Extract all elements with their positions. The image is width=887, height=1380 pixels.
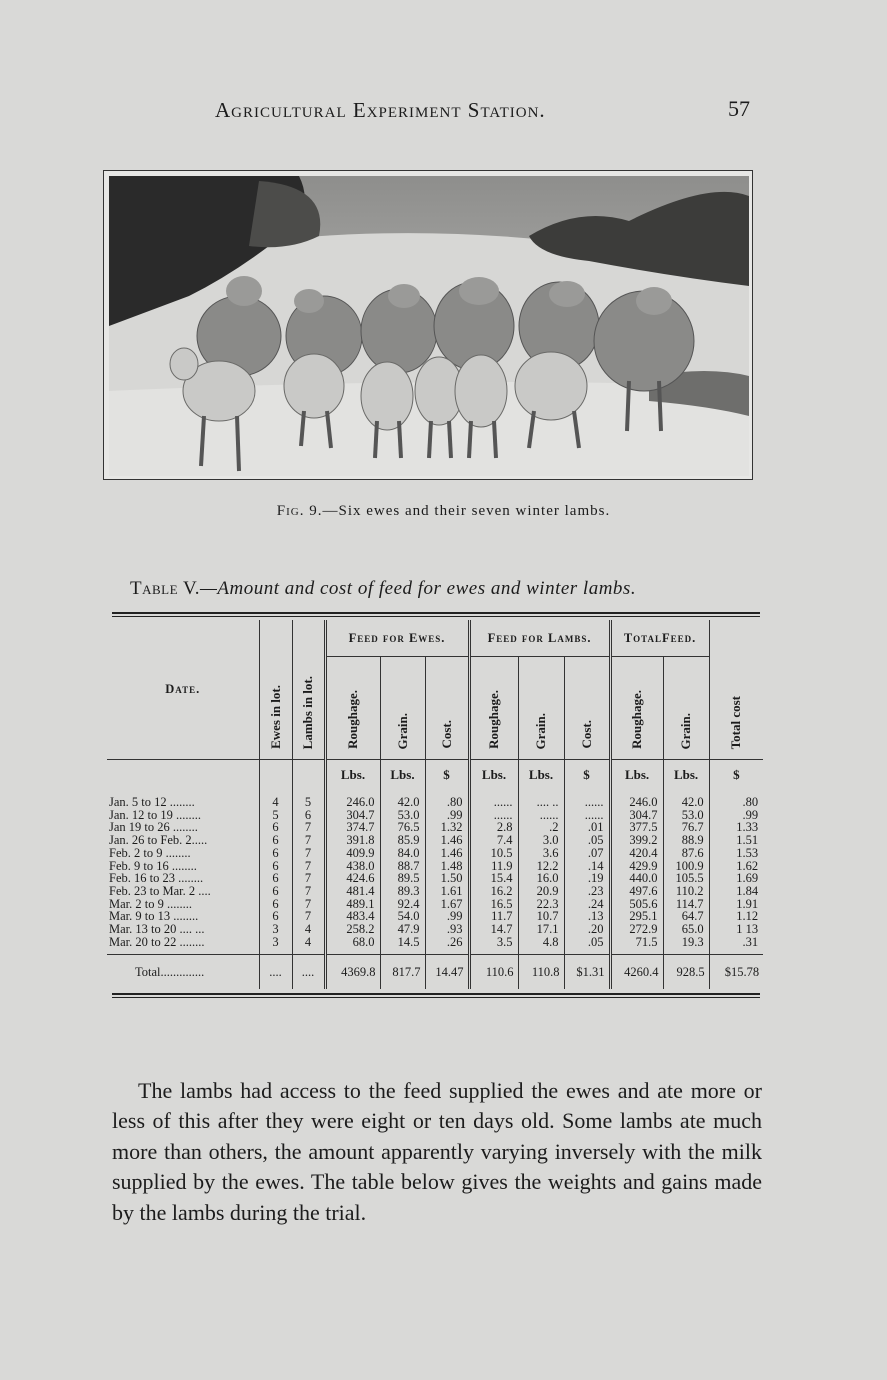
row-value-cell: 88.7 [380,860,425,873]
table-units-row [107,760,763,791]
row-value-cell: 6 [259,847,292,860]
row-value-cell: 7 [292,898,325,911]
group-header-lambs: Feed for Lambs. [469,620,610,657]
table-top-rule [112,612,760,614]
row-date-cell: Mar. 9 to 13 ........ [109,909,199,924]
row-date-cell: Feb. 23 to Mar. 2 .... [109,883,211,898]
row-value-cell: 105.5 [663,872,709,885]
row-value-cell: 68.0 [325,936,380,949]
table-row [107,898,763,911]
row-value-cell: 1.51 [709,834,763,847]
row-value-cell: 1.69 [709,872,763,885]
row-value-cell: 65.0 [663,923,709,936]
row-value-cell: 1.33 [709,821,763,834]
table-row [107,847,763,860]
page-number: 57 [728,96,750,121]
row-value-cell: 85.9 [380,834,425,847]
unit-cell: $ [425,760,469,791]
row-date-cell: Mar. 20 to 22 ........ [109,934,205,949]
running-head: Agricultural Experiment Station. [215,98,546,122]
row-value-cell: 1.46 [425,834,469,847]
row-value-cell: 1.61 [425,885,469,898]
row-value-cell: 440.0 [610,872,663,885]
row-value-cell: 424.6 [325,872,380,885]
row-value-cell: 14.7 [469,923,518,936]
row-date-cell: Jan. 12 to 19 ........ [109,807,202,822]
unit-cell: Lbs. [518,760,564,791]
row-value-cell: 409.9 [325,847,380,860]
row-date-cell: Jan. 5 to 12 ........ [109,795,195,809]
total-cell: 928.5 [663,955,709,990]
row-value-cell: 1 13 [709,923,763,936]
row-value-cell: 1.46 [425,847,469,860]
row-value-cell: .24 [564,898,610,911]
row-value-cell: 10.7 [518,910,564,923]
row-value-cell: .93 [425,923,469,936]
row-value-cell: .23 [564,885,610,898]
row-value-cell: 92.4 [380,898,425,911]
row-value-cell: 114.7 [663,898,709,911]
figure-caption [0,503,887,520]
row-value-cell: .14 [564,860,610,873]
row-value-cell: 399.2 [610,834,663,847]
row-value-cell: 6 [259,860,292,873]
col-header-total-cost-text: Total cost [728,695,744,749]
body-paragraph: The lambs had access to the feed supplied the ewes and ate more or less of this after they were eight or ten days old. Some lambs ate much more than others, the amount apparently varying inversely with the milk supplied by the ewes. The table below gives the weights and gains made by the lambs during the trial. [112,1078,762,1225]
total-cell: 14.47 [425,955,469,990]
row-value-cell: 1.53 [709,847,763,860]
col-header-date: Date. [107,620,259,760]
unit-cell: $ [564,760,610,791]
table-group-header-row [107,620,763,657]
row-value-cell: 429.9 [610,860,663,873]
row-value-cell: 22.3 [518,898,564,911]
row-date-cell: Feb. 2 to 9 ........ [109,845,191,860]
col-header-lambs-roughage [469,657,518,760]
row-value-cell: 84.0 [380,847,425,860]
row-value-cell: 87.6 [663,847,709,860]
row-value-cell: 53.0 [663,809,709,822]
row-value-cell: 16.2 [469,885,518,898]
row-value-cell: .99 [709,809,763,822]
table-title-text: —Amount and cost of feed for ewes and winter lambs. [199,578,637,599]
row-value-cell: 246.0 [325,796,380,809]
table-row [107,860,763,873]
row-value-cell: 12.2 [518,860,564,873]
col-header-total-roughage-text: Roughage. [629,690,645,749]
row-value-cell: .26 [425,936,469,949]
row-value-cell: 505.6 [610,898,663,911]
table-row [107,796,763,809]
total-label: Total.............. [107,955,259,990]
row-value-cell: 6 [292,809,325,822]
row-value-cell: 6 [259,821,292,834]
col-header-ewes-grain [380,657,425,760]
row-value-cell: 489.1 [325,898,380,911]
row-value-cell: 4 [259,796,292,809]
row-date-cell: Jan. 26 to Feb. 2..... [109,833,208,848]
row-value-cell: 1.84 [709,885,763,898]
col-header-ewes-in-lot [259,620,292,760]
row-value-cell: 3 [259,936,292,949]
row-value-cell: 4 [292,936,325,949]
unit-cell: Lbs. [325,760,380,791]
row-value-cell: 42.0 [380,796,425,809]
row-value-cell: 16.5 [469,898,518,911]
row-value-cell: 6 [259,834,292,847]
table-row [107,923,763,936]
row-value-cell: .01 [564,821,610,834]
row-value-cell: 481.4 [325,885,380,898]
row-date-cell: Feb. 16 to 23 ........ [109,871,204,886]
row-value-cell: 1.50 [425,872,469,885]
table-bottom-rule [112,993,760,995]
row-value-cell: .05 [564,834,610,847]
row-value-cell: 5 [259,809,292,822]
col-header-ewes-grain-text: Grain. [394,712,410,749]
row-value-cell: 7.4 [469,834,518,847]
figure-caption-label: Fig. 9. [276,503,323,519]
row-value-cell: 6 [259,872,292,885]
row-value-cell: 11.9 [469,860,518,873]
row-value-cell: .20 [564,923,610,936]
row-value-cell: 4 [292,923,325,936]
row-value-cell: 15.4 [469,872,518,885]
table-total-row [107,955,763,990]
total-cell: 4369.8 [325,955,380,990]
row-value-cell: .07 [564,847,610,860]
row-value-cell: .19 [564,872,610,885]
row-value-cell: 1.48 [425,860,469,873]
row-value-cell: 5 [292,796,325,809]
unit-cell: Lbs. [469,760,518,791]
row-value-cell: 7 [292,885,325,898]
row-value-cell: 100.9 [663,860,709,873]
row-value-cell: .05 [564,936,610,949]
row-value-cell: 7 [292,834,325,847]
row-value-cell: ...... [564,809,610,822]
table-title [130,578,636,600]
table-row [107,885,763,898]
row-value-cell: 497.6 [610,885,663,898]
total-cell: $15.78 [709,955,763,990]
table-row [107,834,763,847]
total-cell: .... [292,955,325,990]
col-header-ewes-roughage-text: Roughage. [345,690,360,749]
figure-caption-text: —Six ewes and their seven winter lambs. [322,503,611,519]
table-row [107,910,763,923]
row-value-cell: 3.0 [518,834,564,847]
row-value-cell: 6 [259,885,292,898]
row-value-cell: 6 [259,898,292,911]
row-date-cell: Mar. 13 to 20 .... ... [109,922,205,937]
sheep-photograph [103,170,753,480]
row-value-cell: 4.8 [518,936,564,949]
row-value-cell: 438.0 [325,860,380,873]
row-value-cell: 304.7 [610,809,663,822]
row-date-cell: Jan 19 to 26 ........ [109,820,198,835]
row-value-cell: 20.9 [518,885,564,898]
row-value-cell: .80 [425,796,469,809]
row-value-cell: 71.5 [610,936,663,949]
row-value-cell: 258.2 [325,923,380,936]
total-cell: $1.31 [564,955,610,990]
row-value-cell: 1.12 [709,910,763,923]
col-header-lambs-in-lot [292,620,325,760]
total-cell: 110.6 [469,955,518,990]
row-value-cell: 11.7 [469,910,518,923]
row-value-cell: ...... [518,809,564,822]
table-bottom-rule-thin [112,997,760,998]
col-header-total-grain-text: Grain. [678,712,694,749]
row-value-cell: .... .. [518,796,564,809]
row-value-cell: 2.8 [469,821,518,834]
col-header-lambs-roughage-text: Roughage. [486,690,502,749]
col-header-ewes-roughage [325,657,380,760]
col-header-total-grain [663,657,709,760]
table-row [107,809,763,822]
row-value-cell: 7 [292,860,325,873]
col-header-total-roughage [610,657,663,760]
row-value-cell: ...... [469,796,518,809]
row-value-cell: 3.6 [518,847,564,860]
row-value-cell: 53.0 [380,809,425,822]
row-value-cell: .80 [709,796,763,809]
col-header-ewes-cost [425,657,469,760]
row-value-cell: 17.1 [518,923,564,936]
row-value-cell: 7 [292,872,325,885]
row-value-cell: 1.62 [709,860,763,873]
row-value-cell: 54.0 [380,910,425,923]
col-header-lambs-cost [564,657,610,760]
row-date-cell: Feb. 9 to 16 ........ [109,858,197,873]
row-value-cell: 89.3 [380,885,425,898]
row-value-cell: 246.0 [610,796,663,809]
row-value-cell: .2 [518,821,564,834]
group-header-ewes: Feed for Ewes. [325,620,469,657]
row-date-cell: Mar. 2 to 9 ........ [109,896,192,911]
unit-cell: $ [709,760,763,791]
row-value-cell: 420.4 [610,847,663,860]
row-value-cell: 64.7 [663,910,709,923]
row-value-cell: .13 [564,910,610,923]
total-cell: .... [259,955,292,990]
total-cell: 110.8 [518,955,564,990]
row-value-cell: 374.7 [325,821,380,834]
row-value-cell: 10.5 [469,847,518,860]
col-header-lambs-grain-text: Grain. [533,712,549,749]
row-value-cell: 16.0 [518,872,564,885]
row-value-cell: .99 [425,910,469,923]
row-value-cell: 89.5 [380,872,425,885]
row-value-cell: 7 [292,847,325,860]
unit-cell: Lbs. [663,760,709,791]
row-value-cell: 88.9 [663,834,709,847]
row-value-cell: 3 [259,923,292,936]
row-value-cell: 1.67 [425,898,469,911]
row-value-cell: 1.32 [425,821,469,834]
sheep-photo-illustration [109,176,749,476]
row-value-cell: .31 [709,936,763,949]
unit-cell: Lbs. [610,760,663,791]
row-value-cell: 295.1 [610,910,663,923]
row-value-cell: 7 [292,910,325,923]
row-value-cell: ...... [564,796,610,809]
table-row [107,936,763,949]
row-value-cell: 42.0 [663,796,709,809]
table-top-rule-thin [112,616,760,617]
col-header-ewes-cost-text: Cost. [438,720,454,749]
row-value-cell: 14.5 [380,936,425,949]
row-value-cell: 1.91 [709,898,763,911]
col-header-lambs-in-lot-text: Lambs in lot. [300,675,315,749]
row-value-cell: 3.5 [469,936,518,949]
row-value-cell: 47.9 [380,923,425,936]
row-value-cell: ...... [469,809,518,822]
row-value-cell: 110.2 [663,885,709,898]
row-value-cell: 272.9 [610,923,663,936]
row-value-cell: 76.5 [380,821,425,834]
row-value-cell: 483.4 [325,910,380,923]
col-header-lambs-grain [518,657,564,760]
row-value-cell: 6 [259,910,292,923]
row-value-cell: 76.7 [663,821,709,834]
table-body [107,790,763,955]
col-header-total-cost [709,620,763,760]
total-cell: 817.7 [380,955,425,990]
feed-table [107,620,763,989]
row-value-cell: .99 [425,809,469,822]
unit-cell: Lbs. [380,760,425,791]
row-value-cell: 304.7 [325,809,380,822]
row-value-cell: 7 [292,821,325,834]
row-value-cell: 391.8 [325,834,380,847]
row-value-cell: 19.3 [663,936,709,949]
table-title-label: Table V. [130,578,200,599]
col-header-lambs-cost-text: Cost. [578,720,594,749]
total-cell: 4260.4 [610,955,663,990]
row-value-cell: 377.5 [610,821,663,834]
group-header-total: TotalFeed. [610,620,709,657]
col-header-ewes-in-lot-text: Ewes in lot. [267,685,283,749]
